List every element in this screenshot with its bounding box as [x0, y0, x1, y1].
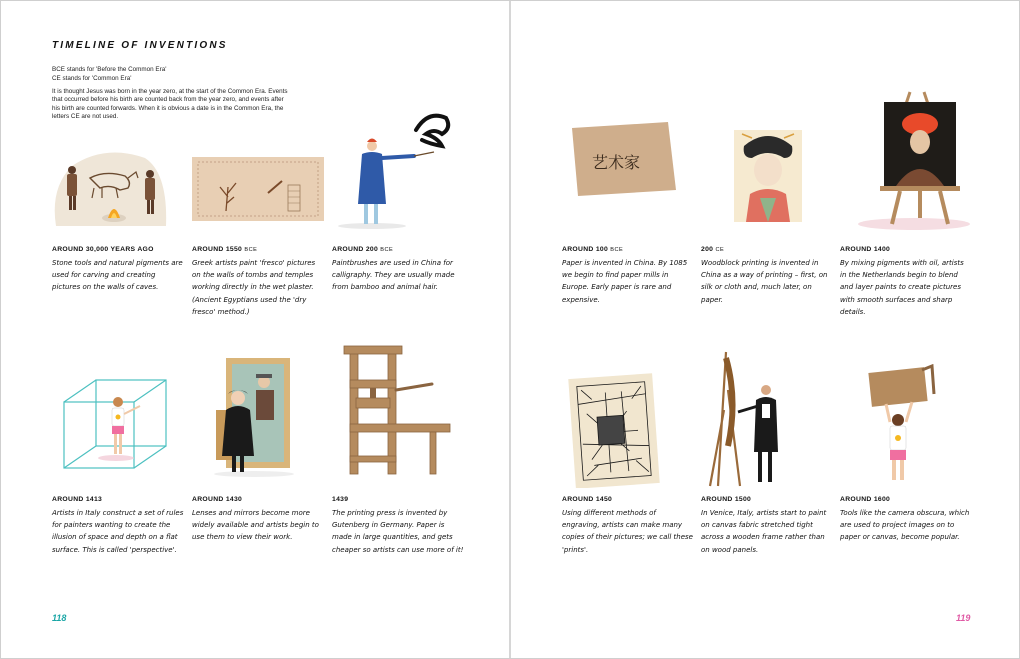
entry-date: 200 CE [701, 246, 725, 253]
entry-date: AROUND 1500 [701, 496, 752, 503]
entry-date: AROUND 1413 [52, 496, 103, 503]
entry-description: Paintbrushes are used in China for calligraphy. They are usually made from bamboo and animal hair. [332, 259, 455, 292]
timeline-entry-1550-bce [192, 246, 324, 318]
entry-date: AROUND 1400 [840, 246, 891, 253]
paper-characters: 艺术家 [592, 153, 641, 172]
canvas-painter-illustration [706, 350, 798, 488]
entry-description: Artists in Italy construct a set of rules for painters wanting to create the illusion of space and depth on a flat surface. This is called 'perspective'. [52, 509, 184, 554]
entry-date: AROUND 30,000 YEARS AGO [52, 246, 154, 253]
right-page [510, 0, 1020, 659]
book-spine [509, 0, 511, 659]
entry-description: Woodblock printing is invented in China as a way of printing – first, on silk or cloth and, much later, on paper. [701, 259, 828, 304]
printing-press-illustration [334, 340, 458, 480]
intro-paragraph: It is thought Jesus was born in the year zero, at the start of the Common Era. Events that occurred before his birth are counted back from the year zero, and events after his birth are counted forwards. When it is obvious a date is in the Common Era, the letters CE are not used. [52, 88, 288, 121]
entry-description: Greek artists paint 'fresco' pictures on the walls of tombs and temples working directly in the wet plaster. (Ancient Egyptians used the 'dry fresco' method.) [192, 259, 316, 316]
timeline-entry-1439 [332, 496, 464, 556]
page-number-right: 119 [956, 613, 971, 623]
paper-illustration [568, 120, 680, 200]
entry-description: In Venice, Italy, artists start to paint on canvas fabric stretched tight across a wooden frame rather than on wood panels. [701, 509, 827, 554]
legend-bce: BCE stands for 'Before the Common Era' [52, 66, 167, 73]
perspective-cube-illustration [60, 376, 170, 474]
timeline-entry-1430 [192, 496, 324, 544]
oil-painting-easel-illustration [852, 90, 972, 232]
timeline-entry-1413 [52, 496, 184, 556]
entry-description: Using different methods of engraving, artists can make many copies of their pictures; we call these 'prints'. [562, 509, 693, 554]
timeline-entry-100-bce [562, 246, 694, 306]
timeline-entry-1600 [840, 496, 972, 544]
entry-description: Tools like the camera obscura, which are used to project images on to paper or canvas, become popular. [840, 509, 970, 542]
page-heading: TIMELINE OF INVENTIONS [52, 40, 228, 51]
entry-date: AROUND 1550 BCE [192, 246, 258, 253]
timeline-entry-200-ce [701, 246, 833, 306]
entry-date: AROUND 1600 [840, 496, 891, 503]
timeline-entry-1450 [562, 496, 694, 556]
entry-description: Paper is invented in China. By 1085 we begin to find paper mills in Europe. Early paper is rare and expensive. [562, 259, 688, 304]
entry-date: AROUND 1430 [192, 496, 243, 503]
timeline-entry-30000-years-ago [52, 246, 184, 294]
camera-obscura-illustration [856, 364, 944, 486]
entry-description: The printing press is invented by Gutenberg in Germany. Paper is made in large quantities, and gets cheaper so artists can use more of it! [332, 509, 464, 554]
calligrapher-illustration [334, 104, 462, 232]
woodblock-portrait-illustration [732, 128, 804, 224]
timeline-entry-1400 [840, 246, 972, 318]
cave-painting-illustration [50, 148, 170, 230]
entry-date: 1439 [332, 496, 349, 503]
fresco-illustration [190, 153, 326, 225]
entry-description: Stone tools and natural pigments are used for carving and creating pictures on the walls of caves. [52, 259, 183, 292]
entry-date: AROUND 100 BCE [562, 246, 624, 253]
entry-description: Lenses and mirrors become more widely available and artists begin to use them to view their work. [192, 509, 319, 542]
mirror-illustration [208, 352, 304, 478]
entry-date: AROUND 200 BCE [332, 246, 394, 253]
timeline-entry-200-bce [332, 246, 464, 294]
page-number-left: 118 [52, 613, 67, 623]
engraving-print-illustration [568, 372, 664, 488]
legend-ce: CE stands for 'Common Era' [52, 75, 132, 82]
entry-date: AROUND 1450 [562, 496, 613, 503]
timeline-entry-1500 [701, 496, 833, 556]
entry-description: By mixing pigments with oil, artists in the Netherlands begin to blend and layer paints to create pictures with smooth surfaces and sharp details. [840, 259, 964, 316]
